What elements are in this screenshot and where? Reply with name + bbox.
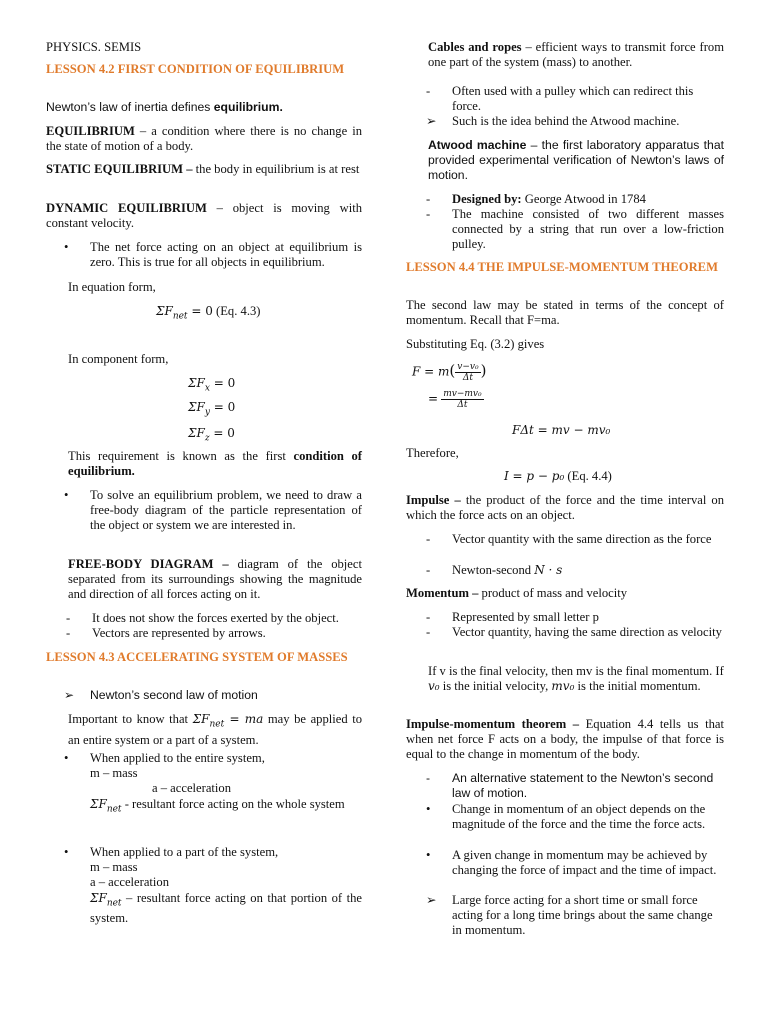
- equilibrium-definition: EQUILIBRIUM – a condition where there is no change in the state of motion of a body.: [46, 124, 362, 154]
- bullet-icon: •: [426, 848, 431, 862]
- cables-ropes-paragraph: Cables and ropes – efficient ways to transmit force from one part of the system (mass) to another.: [428, 40, 724, 70]
- list-item: - Represented by small letter p: [426, 610, 599, 624]
- list-item: ➢ Large force acting for a short time or small force acting for a long time brings about the same change in momentum.: [426, 893, 713, 938]
- list-item: - Vector quantity, having the same direction as velocity: [426, 625, 722, 639]
- list-item: • The net force acting on an object at equilibrium is zero. This is true for all objects in equilibrium.: [64, 240, 362, 270]
- impulse-momentum-theorem: Impulse-momentum theorem – Equation 4.4 tells us that when net force F acts on a body, the impulse of that force is equal to the change in momentum of the body.: [406, 717, 724, 762]
- component-form-label: In component form,: [68, 352, 169, 366]
- dash-icon: -: [426, 771, 431, 785]
- acceleration-label: a – acceleration: [152, 781, 232, 796]
- atwood-machine-paragraph: Atwood machine – the first laboratory apparatus that provided experimental verification of Newton’s laws of motion.: [428, 138, 724, 183]
- impulse-definition: Impulse – the product of the force and the time interval on which the force acts on an object.: [406, 493, 724, 523]
- list-item: [46, 845, 362, 927]
- newton-inertia-paragraph: Newton’s law of inertia defines equilibrium.: [46, 100, 283, 114]
- list-item: - Designed by: George Atwood in 1784: [426, 192, 646, 206]
- list-item: ➢ Newton’s second law of motion: [64, 688, 258, 702]
- list-item: - Vectors are represented by arrows.: [66, 626, 266, 640]
- equation-4-3: $\Sigma F_{net} = 0$ (Eq. 4.3): [156, 304, 261, 322]
- equation-fz: $\Sigma F_z = 0$: [188, 426, 235, 444]
- mass-label: m – mass: [90, 766, 138, 781]
- resultant-force-label: $\Sigma F_{net}$ – resultant force acting on that portion of the system.: [90, 890, 362, 926]
- substituting-label: Substituting Eq. (3.2) gives: [406, 337, 545, 351]
- list-item: - Vector quantity with the same direction as the force: [426, 532, 712, 546]
- condition-paragraph: This requirement is known as the first condition of equilibrium.: [68, 449, 362, 479]
- dash-icon: -: [66, 626, 71, 640]
- equation-4-4: I = p − p₀ (Eq. 4.4): [504, 469, 612, 483]
- equation-f-m-fraction: F = m( $\frac{\text{v−v₀}}{\Delta t}$ ): [412, 361, 487, 383]
- bullet-icon: •: [64, 845, 69, 859]
- important-paragraph: Important to know that $\Sigma F_{net}$ = ma may be applied to an entire system or a part of a system.: [68, 712, 363, 747]
- list-item: - It does not show the forces exerted by the object.: [66, 611, 339, 625]
- dash-icon: -: [426, 625, 431, 639]
- acceleration-label: a – acceleration: [90, 875, 170, 890]
- equation-mv-fraction: = $\frac{\text{mv−mv₀}}{\Delta t}$: [428, 389, 482, 410]
- lesson-4-3-heading: LESSON 4.3 ACCELERATING SYSTEM OF MASSES: [46, 650, 348, 664]
- list-item: ➢ Such is the idea behind the Atwood machine.: [426, 114, 680, 128]
- list-item: - An alternative statement to the Newton’s second law of motion.: [426, 771, 714, 801]
- equation-fy: $\Sigma F_y = 0$: [188, 400, 236, 418]
- mass-label: m – mass: [90, 860, 138, 875]
- dash-icon: -: [426, 84, 431, 98]
- lesson-4-4-heading: LESSON 4.4 THE IMPULSE-MOMENTUM THEOREM: [406, 260, 718, 274]
- equation-fx: $\Sigma F_x = 0$: [188, 376, 236, 394]
- list-item: - Often used with a pulley which can redirect this force.: [426, 84, 694, 114]
- bullet-icon: •: [64, 751, 69, 765]
- therefore-label: Therefore,: [406, 446, 459, 460]
- second-law-paragraph: The second law may be stated in terms of the concept of momentum. Recall that F=ma.: [406, 298, 724, 328]
- free-body-diagram-definition: FREE-BODY DIAGRAM – diagram of the object separated from its surroundings showing the magnitude and direction of all forces acting on it.: [68, 557, 362, 602]
- list-item: [46, 751, 362, 817]
- bullet-icon: •: [426, 802, 431, 816]
- arrow-bullet-icon: ➢: [426, 114, 437, 128]
- list-item: • A given change in momentum may be achieved by changing the force of impact and the time of impact.: [426, 848, 717, 878]
- dash-icon: -: [426, 610, 431, 624]
- momentum-definition: Momentum – product of mass and velocity: [406, 586, 628, 600]
- arrow-bullet-icon: ➢: [64, 688, 75, 702]
- part-system-label: When applied to a part of the system,: [90, 845, 279, 859]
- dash-icon: -: [66, 611, 71, 625]
- list-item: • To solve an equilibrium problem, we need to draw a free-body diagram of the particle representation of the object or system we are interested in.: [64, 488, 362, 533]
- dash-icon: -: [426, 192, 431, 206]
- dash-icon: -: [426, 532, 431, 546]
- resultant-force-label: $\Sigma F_{net}$ - resultant force acting on the whole system: [90, 796, 345, 815]
- final-velocity-paragraph: If v is the final velocity, then mv is the final momentum. If v₀ is the initial velocity, mv₀ is the initial momentum.: [428, 664, 724, 694]
- dash-icon: -: [426, 563, 431, 577]
- doc-title: PHYSICS. SEMIS: [46, 40, 142, 54]
- equation-form-label: In equation form,: [68, 280, 156, 294]
- bullet-icon: •: [64, 488, 69, 502]
- entire-system-label: When applied to the entire system,: [90, 751, 265, 765]
- dynamic-equilibrium-definition: DYNAMIC EQUILIBRIUM – object is moving with constant velocity.: [46, 201, 362, 231]
- arrow-bullet-icon: ➢: [426, 893, 437, 907]
- list-item: • Change in momentum of an object depends on the magnitude of the force and the time the force acts.: [426, 802, 706, 832]
- list-item: - Newton-second N · s: [426, 563, 563, 577]
- static-equilibrium-definition: STATIC EQUILIBRIUM – the body in equilibrium is at rest: [46, 162, 360, 176]
- list-item: - The machine consisted of two different masses connected by a string that run over a low-friction pulley.: [426, 207, 724, 252]
- bullet-icon: •: [64, 240, 69, 254]
- equation-f-delta-t: FΔt = mv − mv₀: [512, 423, 611, 437]
- lesson-4-2-heading: LESSON 4.2 FIRST CONDITION OF EQUILIBRIUM: [46, 62, 345, 76]
- dash-icon: -: [426, 207, 431, 221]
